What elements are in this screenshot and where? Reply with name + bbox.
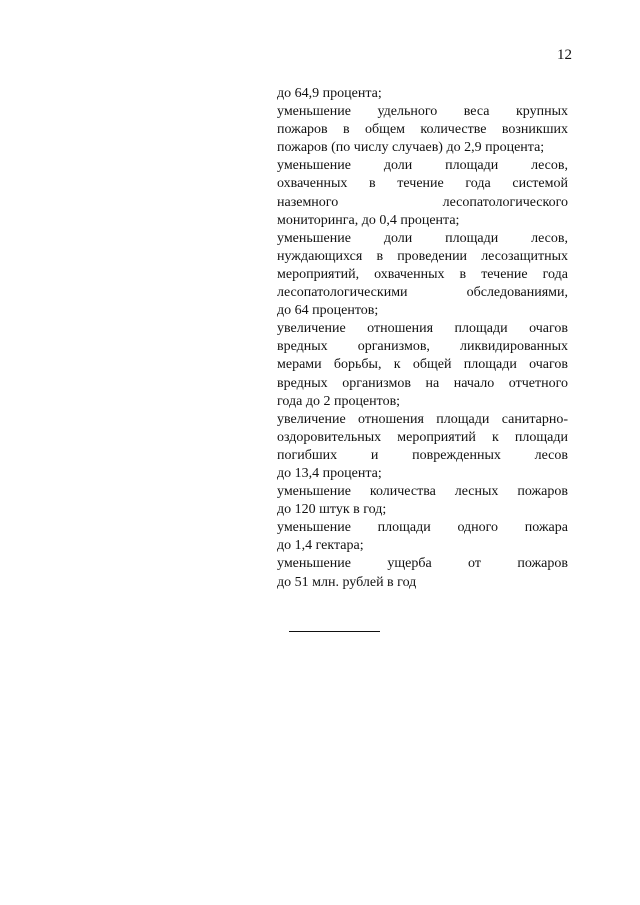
text-line: до 64 процентов; xyxy=(277,303,379,319)
text-line: до 64,9 процента; xyxy=(277,86,382,101)
text-line: уменьшение доли площади лесов, xyxy=(277,158,568,174)
text-line: года до 2 процентов; xyxy=(277,393,401,409)
text-line: мероприятий, охваченных в течение года xyxy=(277,266,568,282)
text-line: лесопатологическими обследованиями, xyxy=(277,285,568,301)
text-line: оздоровительных мероприятий к площади xyxy=(277,429,568,445)
text-line: пожаров (по числу случаев) до 2,9 процента; xyxy=(277,140,545,156)
text-line: до 1,4 гектара; xyxy=(277,538,364,554)
text-line: до 120 штук в год; xyxy=(277,502,387,518)
page-number: 12 xyxy=(557,47,572,63)
text-line: погибших и поврежденных лесов xyxy=(277,447,568,463)
end-divider-line xyxy=(289,631,380,632)
text-line: увеличение отношения площади санитарно- xyxy=(277,411,568,427)
body-text xyxy=(277,85,568,592)
text-line: увеличение отношения площади очагов xyxy=(277,321,568,337)
text-line: уменьшение площади одного пожара xyxy=(277,520,568,536)
text-line: уменьшение доли площади лесов, xyxy=(277,230,568,246)
text-line: нуждающихся в проведении лесозащитных xyxy=(277,248,568,264)
text-line: мониторинга, до 0,4 процента; xyxy=(277,212,460,228)
text-line: пожаров в общем количестве возникших xyxy=(277,122,568,138)
text-line: уменьшение количества лесных пожаров xyxy=(277,484,568,500)
text-line: вредных организмов, ликвидированных xyxy=(277,339,568,355)
text-line: мерами борьбы, к общей площади очагов xyxy=(277,357,568,373)
text-line: наземного лесопатологического xyxy=(277,194,568,210)
text-line: уменьшение удельного веса крупных xyxy=(277,104,568,120)
text-line: охваченных в течение года системой xyxy=(277,176,568,192)
text-line: уменьшение ущерба от пожаров xyxy=(277,556,568,572)
text-line: до 13,4 процента; xyxy=(277,465,382,481)
text-line: до 51 млн. рублей в год xyxy=(277,574,417,590)
text-line: вредных организмов на начало отчетного xyxy=(277,375,568,391)
